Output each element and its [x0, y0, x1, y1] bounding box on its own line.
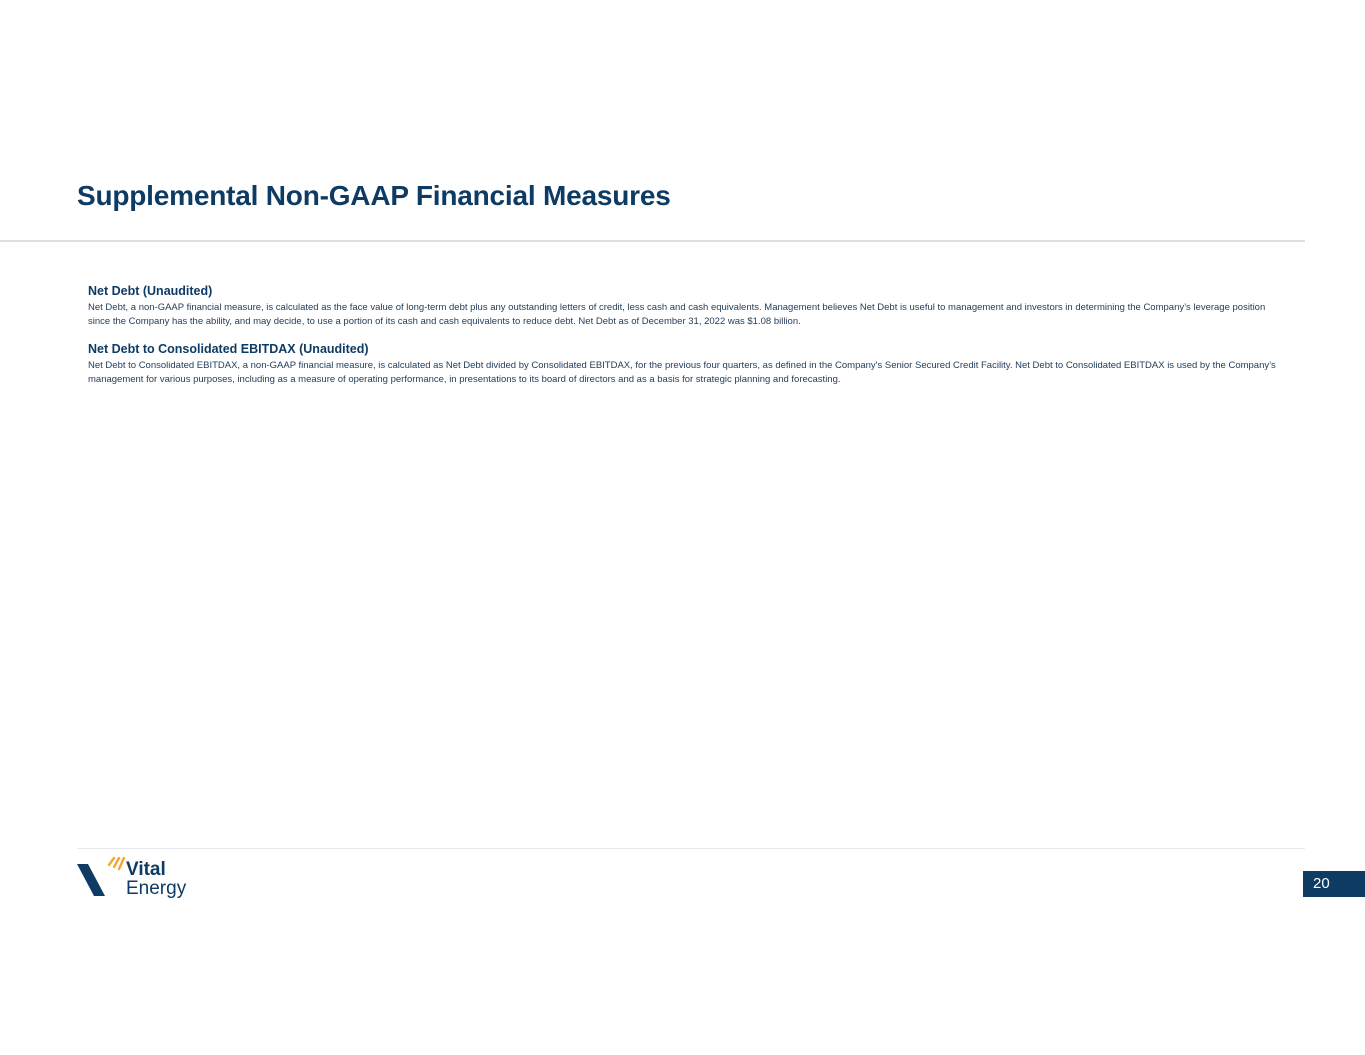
vital-energy-logo-icon [76, 856, 126, 898]
logo-word-energy: Energy [126, 878, 187, 899]
net-debt-ebitdax-heading: Net Debt to Consolidated EBITDAX (Unaudited) [88, 342, 369, 356]
page-number-badge: 20 [1303, 871, 1365, 897]
title-divider [0, 240, 1305, 242]
net-debt-ebitdax-section [88, 342, 1288, 387]
net-debt-body: Net Debt, a non-GAAP financial measure, is calculated as the face value of long-term debt plus any outstanding letters of credit, less cash and cash equivalents. Management believes Net Debt is useful to management and investors in determining the Company’s leverage position since the Company has the ability, and may decide, to use a portion of its cash and cash equivalents to reduce debt. Net Debt as of December 31, 2022 was $1.08 billion. [88, 302, 1266, 327]
net-debt-ebitdax-body: Net Debt to Consolidated EBITDAX, a non-GAAP financial measure, is calculated as Net Debt divided by Consolidated EBITDAX, for the previous four quarters, as defined in the Company's Senior Secured Credit Facility. Net Debt to Consolidated EBITDAX is used by the Company’s management for various purposes, including as a measure of operating performance, in presentations to its board of directors and as a basis for strategic planning and forecasting. [88, 360, 1276, 385]
slide-title: Supplemental Non-GAAP Financial Measures [77, 180, 671, 211]
net-debt-section [88, 284, 1288, 329]
logo-word-vital: Vital [126, 859, 166, 880]
net-debt-heading: Net Debt (Unaudited) [88, 284, 213, 298]
company-logo [76, 856, 206, 902]
footer-divider [77, 848, 1305, 849]
content-area [88, 284, 1288, 400]
